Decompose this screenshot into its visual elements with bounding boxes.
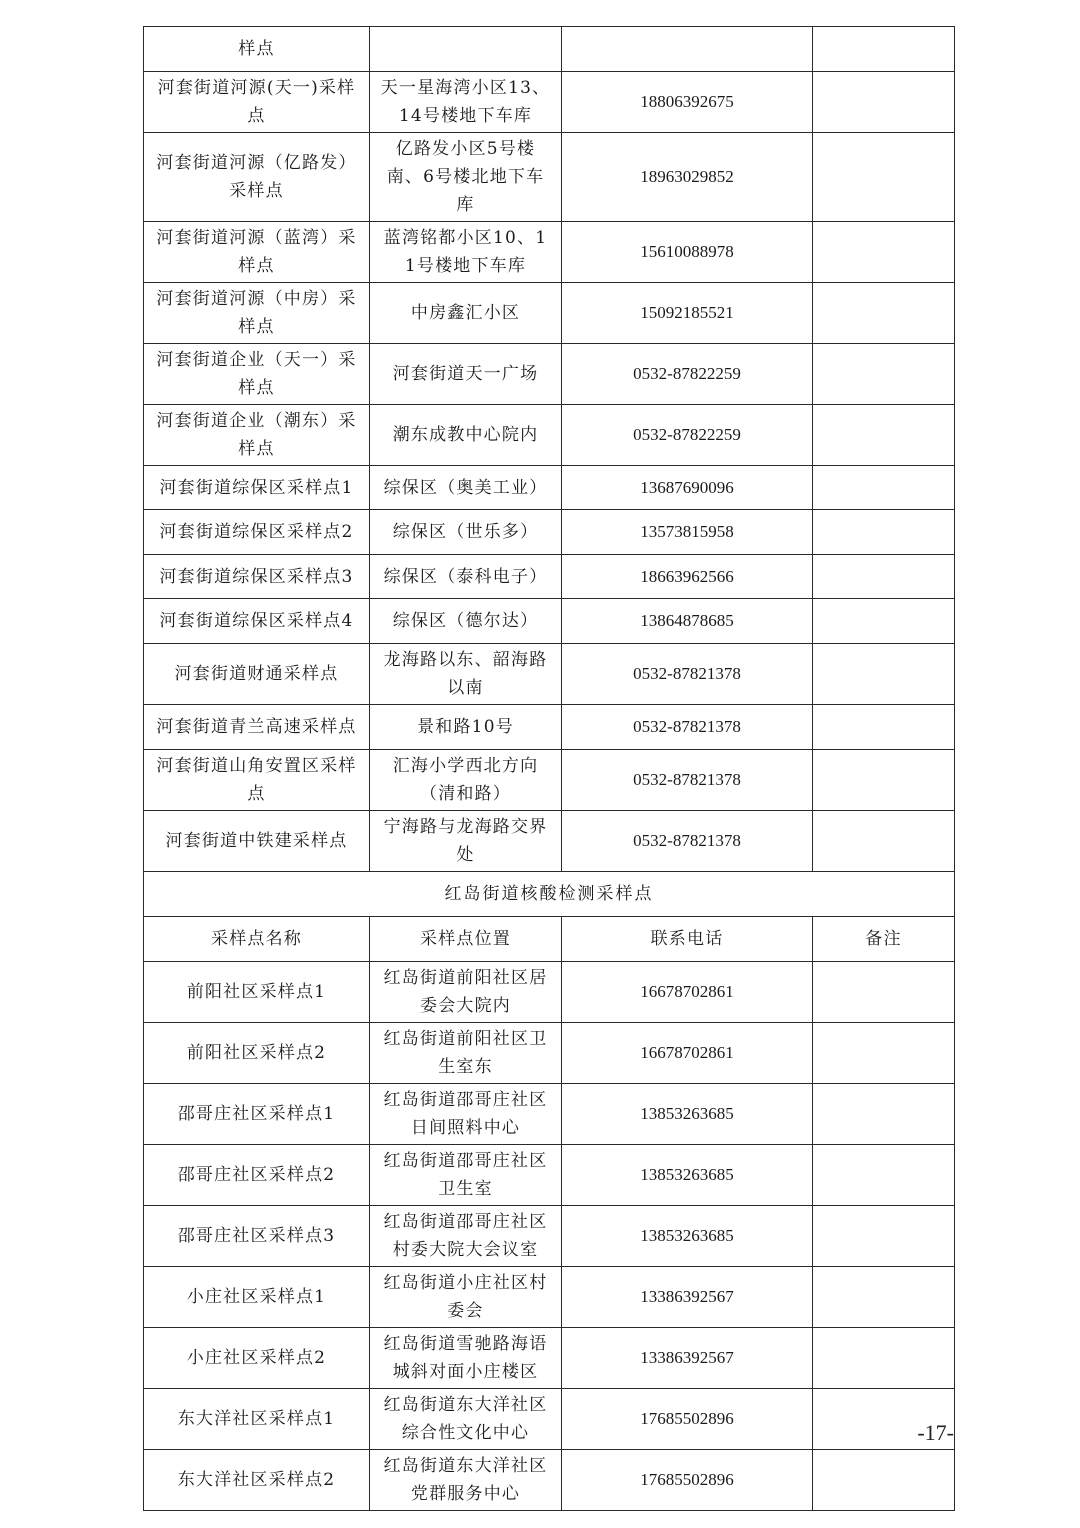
table-row <box>144 1145 955 1206</box>
site-name-cell: 邵哥庄社区采样点3 <box>144 1206 370 1267</box>
site-phone-cell: 13573815958 <box>562 510 813 555</box>
site-name-cell: 邵哥庄社区采样点1 <box>144 1084 370 1145</box>
table-row <box>144 750 955 811</box>
table-row <box>144 1389 955 1450</box>
site-phone-cell: 16678702861 <box>562 1023 813 1084</box>
table-row <box>144 133 955 222</box>
site-note-cell <box>813 1450 955 1511</box>
site-phone-cell: 15092185521 <box>562 283 813 344</box>
site-note-cell <box>813 283 955 344</box>
site-location-cell: 红岛街道前阳社区居委会大院内 <box>370 962 562 1023</box>
table-row <box>144 72 955 133</box>
page-number: -17- <box>917 1420 954 1445</box>
site-name-cell: 小庄社区采样点1 <box>144 1267 370 1328</box>
table-row <box>144 283 955 344</box>
site-name-cell: 河套街道企业（天一）采样点 <box>144 344 370 405</box>
table-row <box>144 599 955 644</box>
table-row <box>144 1206 955 1267</box>
table-row <box>144 222 955 283</box>
site-name-cell: 河套街道山角安置区采样点 <box>144 750 370 811</box>
table-row <box>144 1328 955 1389</box>
site-phone-cell: 13853263685 <box>562 1145 813 1206</box>
site-note-cell <box>813 72 955 133</box>
site-name-cell: 河套街道企业（潮东）采样点 <box>144 405 370 466</box>
site-name-cell: 河套街道青兰高速采样点 <box>144 705 370 750</box>
site-phone-cell <box>562 27 813 72</box>
site-location-cell: 景和路10号 <box>370 705 562 750</box>
site-note-cell <box>813 510 955 555</box>
table-row <box>144 644 955 705</box>
site-location-cell: 天一星海湾小区13、14号楼地下车库 <box>370 72 562 133</box>
site-location-cell: 红岛街道邵哥庄社区村委大院大会议室 <box>370 1206 562 1267</box>
site-location-cell: 红岛街道东大洋社区党群服务中心 <box>370 1450 562 1511</box>
site-name-cell: 邵哥庄社区采样点2 <box>144 1145 370 1206</box>
site-note-cell <box>813 1267 955 1328</box>
site-location-cell: 亿路发小区5号楼南、6号楼北地下车库 <box>370 133 562 222</box>
site-note-cell <box>813 811 955 872</box>
site-phone-cell: 18963029852 <box>562 133 813 222</box>
site-phone-cell: 18663962566 <box>562 555 813 599</box>
site-location-cell: 红岛街道雪驰路海语城斜对面小庄楼区 <box>370 1328 562 1389</box>
site-phone-cell: 13687690096 <box>562 466 813 510</box>
table-row <box>144 555 955 599</box>
table-row <box>144 466 955 510</box>
site-location-cell: 综保区（德尔达） <box>370 599 562 644</box>
site-note-cell <box>813 1023 955 1084</box>
site-note-cell <box>813 344 955 405</box>
sampling-points-table <box>143 26 955 1511</box>
column-header-name: 采样点名称 <box>144 917 370 962</box>
site-name-cell: 河套街道综保区采样点4 <box>144 599 370 644</box>
site-note-cell <box>813 599 955 644</box>
site-location-cell: 红岛街道前阳社区卫生室东 <box>370 1023 562 1084</box>
site-phone-cell: 0532-87821378 <box>562 811 813 872</box>
site-note-cell <box>813 27 955 72</box>
table-row <box>144 811 955 872</box>
site-note-cell <box>813 1084 955 1145</box>
site-phone-cell: 0532-87821378 <box>562 644 813 705</box>
site-location-cell: 综保区（世乐多） <box>370 510 562 555</box>
site-note-cell <box>813 222 955 283</box>
column-header-location: 采样点位置 <box>370 917 562 962</box>
site-location-cell: 红岛街道小庄社区村委会 <box>370 1267 562 1328</box>
site-name-cell: 河套街道综保区采样点1 <box>144 466 370 510</box>
site-phone-cell: 0532-87821378 <box>562 750 813 811</box>
site-location-cell: 红岛街道邵哥庄社区卫生室 <box>370 1145 562 1206</box>
section-title: 红岛街道核酸检测采样点 <box>144 872 955 917</box>
section-title-row <box>144 872 955 917</box>
site-name-cell: 河套街道综保区采样点2 <box>144 510 370 555</box>
site-phone-cell: 0532-87822259 <box>562 405 813 466</box>
site-location-cell <box>370 27 562 72</box>
column-header-phone: 联系电话 <box>562 917 813 962</box>
site-note-cell <box>813 1206 955 1267</box>
site-phone-cell: 13386392567 <box>562 1328 813 1389</box>
site-name-cell: 河套街道综保区采样点3 <box>144 555 370 599</box>
site-name-cell: 河套街道财通采样点 <box>144 644 370 705</box>
site-note-cell <box>813 1145 955 1206</box>
site-name-cell: 样点 <box>144 27 370 72</box>
site-note-cell <box>813 962 955 1023</box>
site-name-cell: 河套街道河源（中房）采样点 <box>144 283 370 344</box>
site-note-cell <box>813 133 955 222</box>
site-note-cell <box>813 705 955 750</box>
table-row <box>144 1023 955 1084</box>
site-phone-cell: 0532-87821378 <box>562 705 813 750</box>
site-name-cell: 河套街道河源（蓝湾）采样点 <box>144 222 370 283</box>
table-row <box>144 1450 955 1511</box>
site-name-cell: 东大洋社区采样点2 <box>144 1450 370 1511</box>
site-phone-cell: 13386392567 <box>562 1267 813 1328</box>
site-location-cell: 蓝湾铭都小区10、11号楼地下车库 <box>370 222 562 283</box>
site-note-cell <box>813 555 955 599</box>
site-phone-cell: 16678702861 <box>562 962 813 1023</box>
site-phone-cell: 18806392675 <box>562 72 813 133</box>
site-location-cell: 潮东成教中心院内 <box>370 405 562 466</box>
table-row <box>144 1084 955 1145</box>
site-location-cell: 综保区（奥美工业） <box>370 466 562 510</box>
table-row <box>144 405 955 466</box>
site-phone-cell: 0532-87822259 <box>562 344 813 405</box>
site-note-cell <box>813 405 955 466</box>
site-location-cell: 宁海路与龙海路交界处 <box>370 811 562 872</box>
site-location-cell: 中房鑫汇小区 <box>370 283 562 344</box>
site-location-cell: 河套街道天一广场 <box>370 344 562 405</box>
site-name-cell: 河套街道河源(天一)采样点 <box>144 72 370 133</box>
site-location-cell: 红岛街道东大洋社区综合性文化中心 <box>370 1389 562 1450</box>
site-location-cell: 综保区（泰科电子） <box>370 555 562 599</box>
site-phone-cell: 17685502896 <box>562 1450 813 1511</box>
site-location-cell: 龙海路以东、韶海路以南 <box>370 644 562 705</box>
site-name-cell: 河套街道中铁建采样点 <box>144 811 370 872</box>
site-note-cell <box>813 466 955 510</box>
site-name-cell: 小庄社区采样点2 <box>144 1328 370 1389</box>
site-name-cell: 前阳社区采样点2 <box>144 1023 370 1084</box>
site-phone-cell: 13853263685 <box>562 1084 813 1145</box>
site-note-cell <box>813 750 955 811</box>
table-row <box>144 27 955 72</box>
site-phone-cell: 17685502896 <box>562 1389 813 1450</box>
site-phone-cell: 15610088978 <box>562 222 813 283</box>
table-row <box>144 344 955 405</box>
site-phone-cell: 13853263685 <box>562 1206 813 1267</box>
column-header-note: 备注 <box>813 917 955 962</box>
site-location-cell: 红岛街道邵哥庄社区日间照料中心 <box>370 1084 562 1145</box>
table-row <box>144 705 955 750</box>
table-row <box>144 1267 955 1328</box>
table-header-row <box>144 917 955 962</box>
table-row <box>144 510 955 555</box>
site-phone-cell: 13864878685 <box>562 599 813 644</box>
site-note-cell <box>813 644 955 705</box>
table-row <box>144 962 955 1023</box>
site-name-cell: 河套街道河源（亿路发）采样点 <box>144 133 370 222</box>
site-name-cell: 东大洋社区采样点1 <box>144 1389 370 1450</box>
site-name-cell: 前阳社区采样点1 <box>144 962 370 1023</box>
site-location-cell: 汇海小学西北方向（清和路） <box>370 750 562 811</box>
site-note-cell <box>813 1328 955 1389</box>
